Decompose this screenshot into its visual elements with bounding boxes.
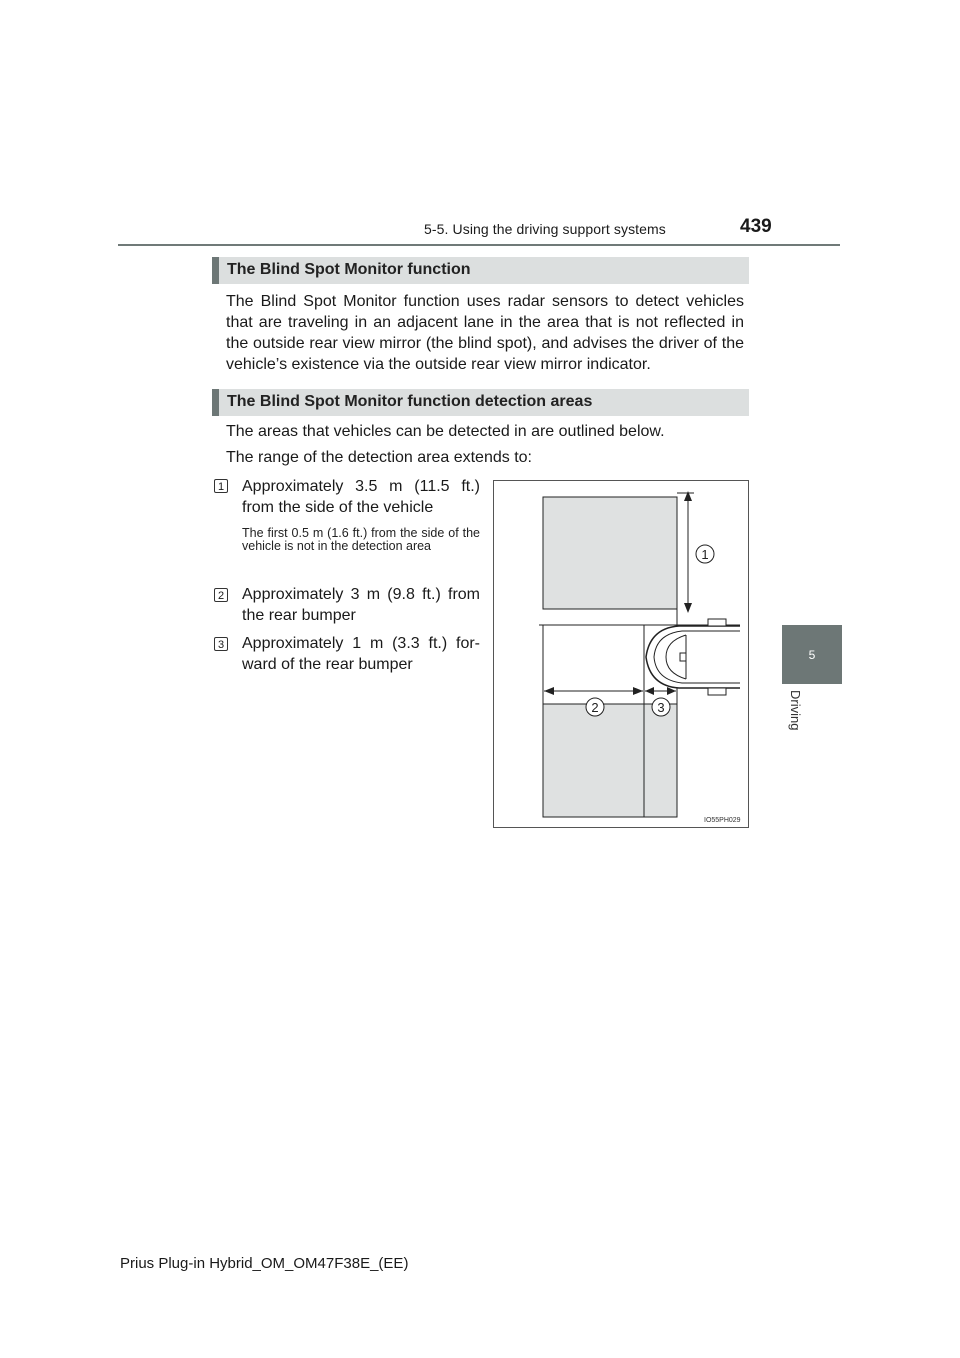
section-heading-detection-areas (212, 389, 749, 416)
list-item: Approximately 3.5 m (11.5 ft.) from the side of the vehicle (242, 478, 480, 516)
function-description: The Blind Spot Monitor function uses radar sensors to detect vehicles that are traveling in an adjacent lane in the area that is not reflected in the outside rear view mirror (the blind spot), and advises the driver of the vehicle’s existence via the outside rear view mirror indicator. (226, 293, 744, 373)
detection-area-diagram (493, 480, 749, 828)
callout-label: 2 (591, 700, 599, 715)
item-number-badge: 2 (214, 588, 228, 602)
figure-code: IO55PH029 (704, 817, 741, 824)
chapter-tab (782, 625, 842, 684)
item-number-badge: 1 (214, 479, 228, 493)
callout-label: 3 (657, 700, 665, 715)
detection-intro: The areas that vehicles can be detected in are outlined below. (226, 423, 665, 440)
item-note: The first 0.5 m (1.6 ft.) from the side of the vehicle is not in the detection area (242, 526, 480, 553)
section-heading-text: The Blind Spot Monitor function detection areas (227, 393, 593, 410)
section-heading-function (212, 257, 749, 284)
list-item: Approximately 3 m (9.8 ft.) from the rear bumper (242, 586, 480, 624)
chapter-label: Driving (788, 690, 803, 731)
footer-document-id: Prius Plug-in Hybrid_OM_OM47F38E_(EE) (120, 1255, 409, 1272)
detection-area-svg (494, 481, 748, 827)
front-side-area (543, 497, 677, 609)
rear-detection-area (543, 704, 677, 817)
detection-range-intro: The range of the detection area extends to: (226, 449, 532, 466)
callout-2 (586, 698, 604, 716)
section-heading-text: The Blind Spot Monitor function (227, 261, 471, 278)
item-number-badge: 3 (214, 637, 228, 651)
arrow-head (684, 603, 692, 613)
arrow-head (633, 687, 643, 695)
arrow-head (645, 687, 654, 695)
car-icon (646, 619, 740, 695)
callout-3 (652, 698, 670, 716)
callout-1 (696, 545, 714, 563)
callout-label: 1 (701, 547, 709, 562)
page-number: 439 (740, 216, 772, 237)
chapter-number: 5 (808, 647, 816, 662)
arrow-head (544, 687, 554, 695)
header-rule (118, 244, 840, 246)
running-header-title: 5-5. Using the driving support systems (424, 221, 666, 237)
list-item: Approximately 1 m (3.3 ft.) for-ward of the rear bumper (242, 635, 480, 673)
